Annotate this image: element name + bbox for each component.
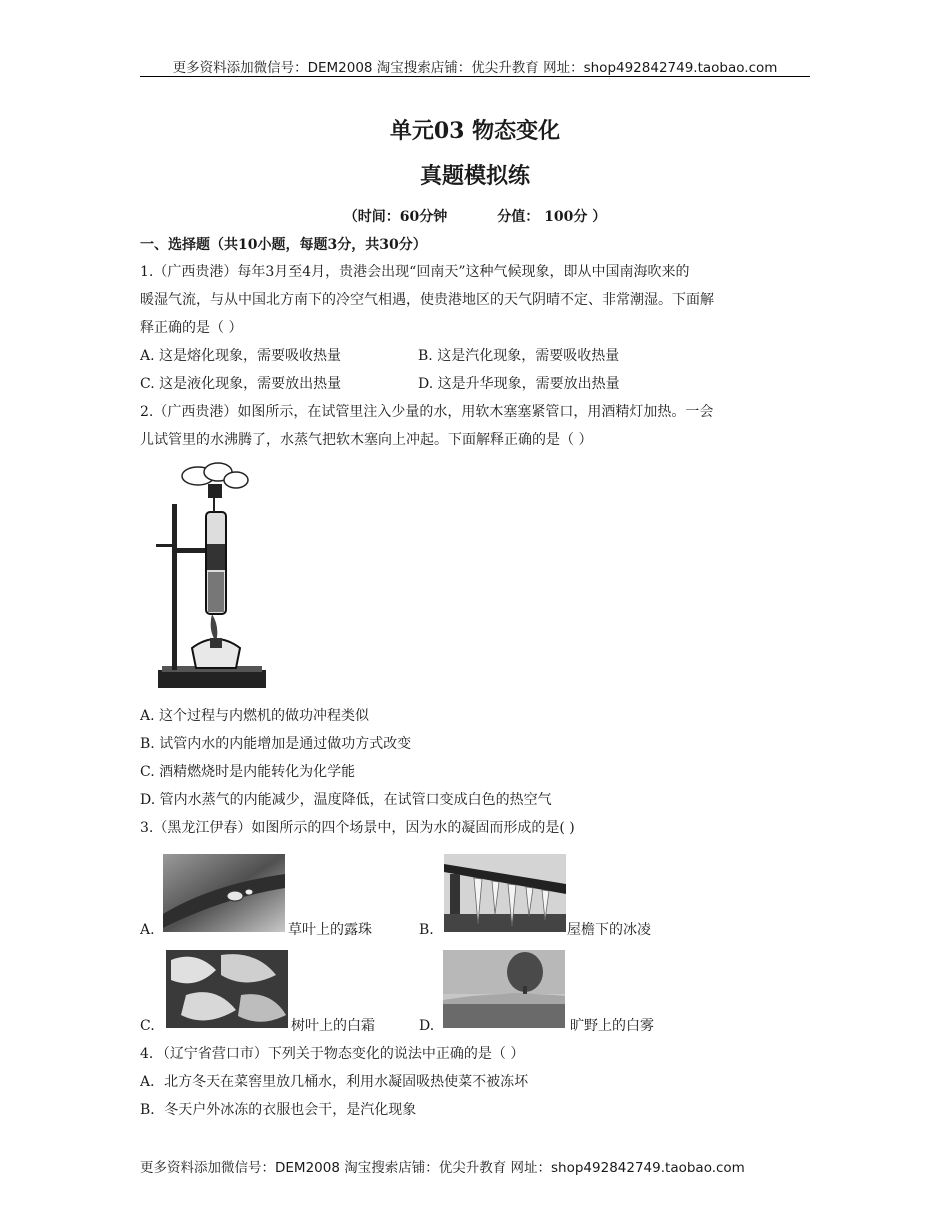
q1-options-row-1	[140, 346, 815, 366]
q1-options-row-2	[140, 374, 815, 394]
page-subtitle: 真题模拟练	[419, 163, 530, 189]
test-tube-apparatus-figure	[150, 462, 275, 694]
q3-option-a-caption: 草叶上的露珠	[288, 922, 372, 938]
q1-line-1: 1.（广西贵港）每年3月至4月，贵港会出现“回南天”这种气候现象，即从中国南海吹来的	[140, 264, 690, 280]
q2-option-a[interactable]: A. 这个过程与内燃机的做功冲程类似	[140, 708, 370, 724]
exam-meta	[0, 206, 950, 226]
q1-line-2: 暖湿气流，与从中国北方南下的冷空气相遇，使贵港地区的天气阴晴不定、非常潮湿。下面解	[140, 292, 714, 308]
section-heading: 一、选择题（共10小题，每题3分，共30分）	[140, 237, 427, 253]
q4-option-a[interactable]: A．北方冬天在菜窖里放几桶水，利用水凝固吸热使菜不被冻坏	[140, 1074, 529, 1090]
page-title: 单元03 物态变化	[389, 118, 561, 144]
q3-option-c-caption: 树叶上的白霜	[291, 1018, 375, 1034]
q2-line-2: 儿试管里的水沸腾了，水蒸气把软木塞向上冲起。下面解释正确的是（ ）	[140, 432, 593, 448]
q1-option-b[interactable]: B. 这是汽化现象，需要吸收热量	[418, 348, 620, 364]
q1-line-3: 释正确的是（ ）	[140, 320, 243, 336]
dew-on-grass-photo	[163, 854, 285, 932]
fog-over-field-photo	[443, 950, 565, 1028]
q2-option-b[interactable]: B. 试管内水的内能增加是通过做功方式改变	[140, 736, 412, 752]
q3-option-b-letter[interactable]: B.	[419, 922, 434, 938]
q4-option-b[interactable]: B．冬天户外冰冻的衣服也会干，是汽化现象	[140, 1102, 417, 1118]
page-footer: 更多资料添加微信号：DEM2008 淘宝搜索店铺：优尖升教育 网址：shop492842749.taobao.com	[140, 1160, 745, 1176]
q3-option-d-caption: 旷野上的白雾	[570, 1018, 654, 1034]
q2-option-c[interactable]: C. 酒精燃烧时是内能转化为化学能	[140, 764, 356, 780]
exam-score: 分值： 100分 ）	[497, 209, 607, 225]
q3-option-a-letter[interactable]: A.	[140, 922, 155, 938]
q3-line: 3.（黑龙江伊春）如图所示的四个场景中，因为水的凝固而形成的是( )	[140, 820, 575, 836]
q1-option-c[interactable]: C. 这是液化现象，需要放出热量	[140, 376, 342, 392]
icicles-photo	[444, 854, 566, 932]
q3-option-d-letter[interactable]: D.	[419, 1018, 435, 1034]
q3-option-c-letter[interactable]: C.	[140, 1018, 155, 1034]
header-rule	[140, 76, 810, 77]
frost-on-leaves-photo	[166, 950, 288, 1028]
q1-option-a[interactable]: A. 这是熔化现象，需要吸收热量	[140, 348, 342, 364]
q2-line-1: 2.（广西贵港）如图所示，在试管里注入少量的水，用软木塞塞紧管口，用酒精灯加热。一会	[140, 404, 714, 420]
exam-time: （时间：60分钟	[343, 209, 448, 225]
q2-option-d[interactable]: D. 管内水蒸气的内能减少，温度降低，在试管口变成白色的热空气	[140, 792, 552, 808]
q4-line: 4．（辽宁省营口市）下列关于物态变化的说法中正确的是（ ）	[140, 1046, 525, 1062]
q1-option-d[interactable]: D. 这是升华现象，需要放出热量	[418, 376, 620, 392]
page-header: 更多资料添加微信号：DEM2008 淘宝搜索店铺：优尖升教育 网址：shop492842749.taobao.com	[172, 60, 778, 76]
q3-option-b-caption: 屋檐下的冰凌	[567, 922, 651, 938]
